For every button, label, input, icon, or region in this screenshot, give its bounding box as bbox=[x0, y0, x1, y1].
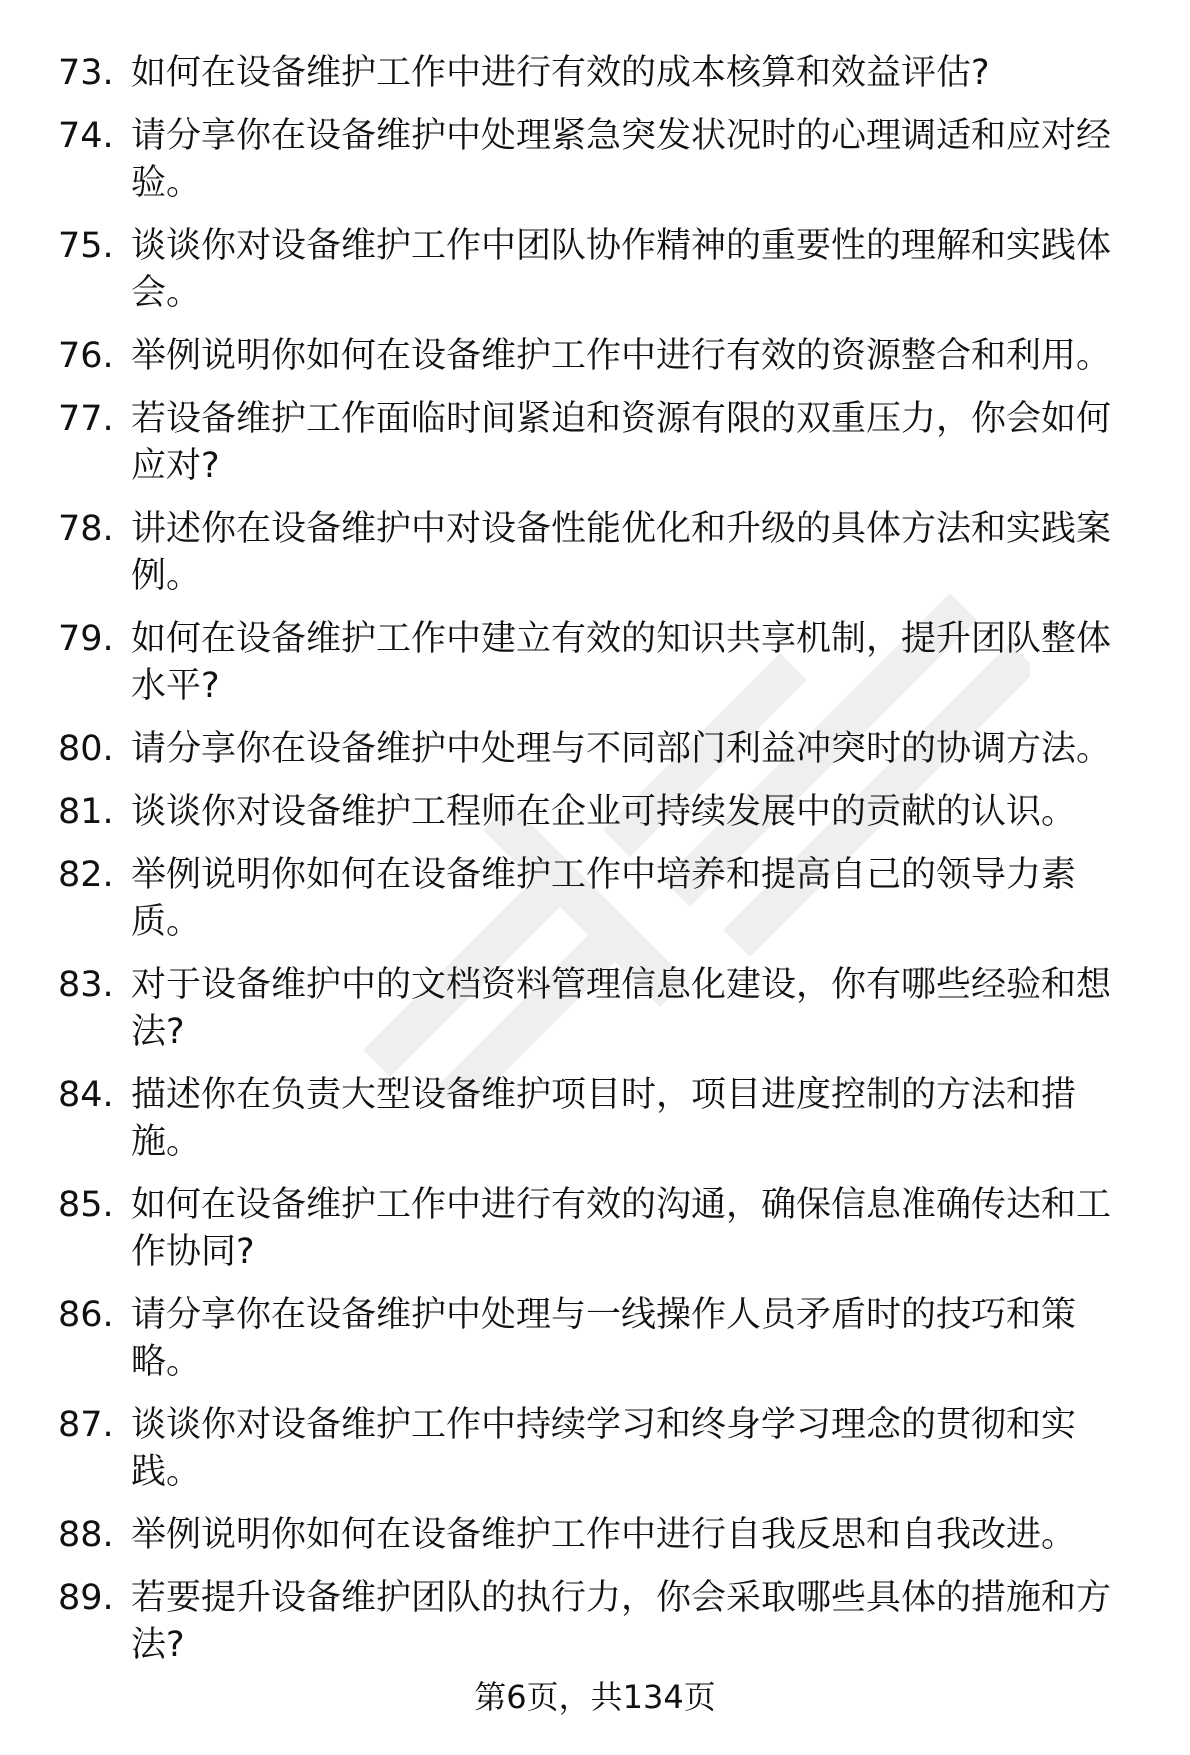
question-text: 请分享你在设备维护中处理紧急突发状况时的心理调适和应对经验。 bbox=[131, 116, 1112, 203]
list-item bbox=[0, 852, 1190, 946]
list-item bbox=[0, 789, 1190, 836]
question-text: 若要提升设备维护团队的执行力，你会采取哪些具体的措施和方法? bbox=[131, 1578, 1112, 1665]
question-text: 谈谈你对设备维护工作中持续学习和终身学习理念的贯彻和实践。 bbox=[131, 1405, 1077, 1492]
question-number: 88. bbox=[58, 1515, 114, 1555]
list-item bbox=[0, 1512, 1190, 1559]
list-item bbox=[0, 616, 1190, 710]
question-number: 76. bbox=[58, 336, 114, 376]
list-item bbox=[0, 50, 1190, 97]
question-text: 请分享你在设备维护中处理与一线操作人员矛盾时的技巧和策略。 bbox=[131, 1295, 1077, 1382]
list-item bbox=[0, 1292, 1190, 1386]
question-number: 87. bbox=[58, 1405, 114, 1445]
list-item bbox=[0, 506, 1190, 600]
question-number: 79. bbox=[58, 619, 114, 659]
question-text: 若设备维护工作面临时间紧迫和资源有限的双重压力，你会如何应对? bbox=[131, 399, 1112, 486]
question-number: 84. bbox=[58, 1075, 114, 1115]
list-item bbox=[0, 726, 1190, 773]
list-item bbox=[0, 396, 1190, 490]
question-number: 78. bbox=[58, 509, 114, 549]
question-number: 73. bbox=[58, 53, 114, 93]
question-number: 83. bbox=[58, 965, 114, 1005]
question-text: 描述你在负责大型设备维护项目时，项目进度控制的方法和措施。 bbox=[131, 1075, 1077, 1162]
question-number: 82. bbox=[58, 855, 114, 895]
list-item bbox=[0, 1575, 1190, 1669]
question-number: 80. bbox=[58, 729, 114, 769]
list-item bbox=[0, 113, 1190, 207]
list-item bbox=[0, 1182, 1190, 1276]
question-text: 举例说明你如何在设备维护工作中培养和提高自己的领导力素质。 bbox=[131, 855, 1077, 942]
question-text: 如何在设备维护工作中进行有效的沟通，确保信息准确传达和工作协同? bbox=[131, 1185, 1112, 1272]
question-number: 77. bbox=[58, 399, 114, 439]
question-text: 如何在设备维护工作中进行有效的成本核算和效益评估? bbox=[131, 53, 990, 93]
question-number: 74. bbox=[58, 116, 114, 156]
question-text: 请分享你在设备维护中处理与不同部门利益冲突时的协调方法。 bbox=[131, 729, 1112, 769]
question-text: 举例说明你如何在设备维护工作中进行自我反思和自我改进。 bbox=[131, 1515, 1077, 1555]
question-text: 对于设备维护中的文档资料管理信息化建设，你有哪些经验和想法? bbox=[131, 965, 1112, 1052]
list-item bbox=[0, 1072, 1190, 1166]
page-number-footer: 第6页，共134页 bbox=[474, 1678, 716, 1716]
question-number: 89. bbox=[58, 1578, 114, 1618]
question-list bbox=[0, 50, 1190, 1685]
list-item bbox=[0, 333, 1190, 380]
list-item bbox=[0, 223, 1190, 317]
question-text: 如何在设备维护工作中建立有效的知识共享机制，提升团队整体水平? bbox=[131, 619, 1112, 706]
list-item bbox=[0, 962, 1190, 1056]
question-number: 85. bbox=[58, 1185, 114, 1225]
list-item bbox=[0, 1402, 1190, 1496]
question-text: 讲述你在设备维护中对设备性能优化和升级的具体方法和实践案例。 bbox=[131, 509, 1112, 596]
question-number: 86. bbox=[58, 1295, 114, 1335]
question-text: 举例说明你如何在设备维护工作中进行有效的资源整合和利用。 bbox=[131, 336, 1112, 376]
question-text: 谈谈你对设备维护工程师在企业可持续发展中的贡献的认识。 bbox=[131, 792, 1077, 832]
question-text: 谈谈你对设备维护工作中团队协作精神的重要性的理解和实践体会。 bbox=[131, 226, 1112, 313]
question-number: 75. bbox=[58, 226, 114, 266]
question-number: 81. bbox=[58, 792, 114, 832]
